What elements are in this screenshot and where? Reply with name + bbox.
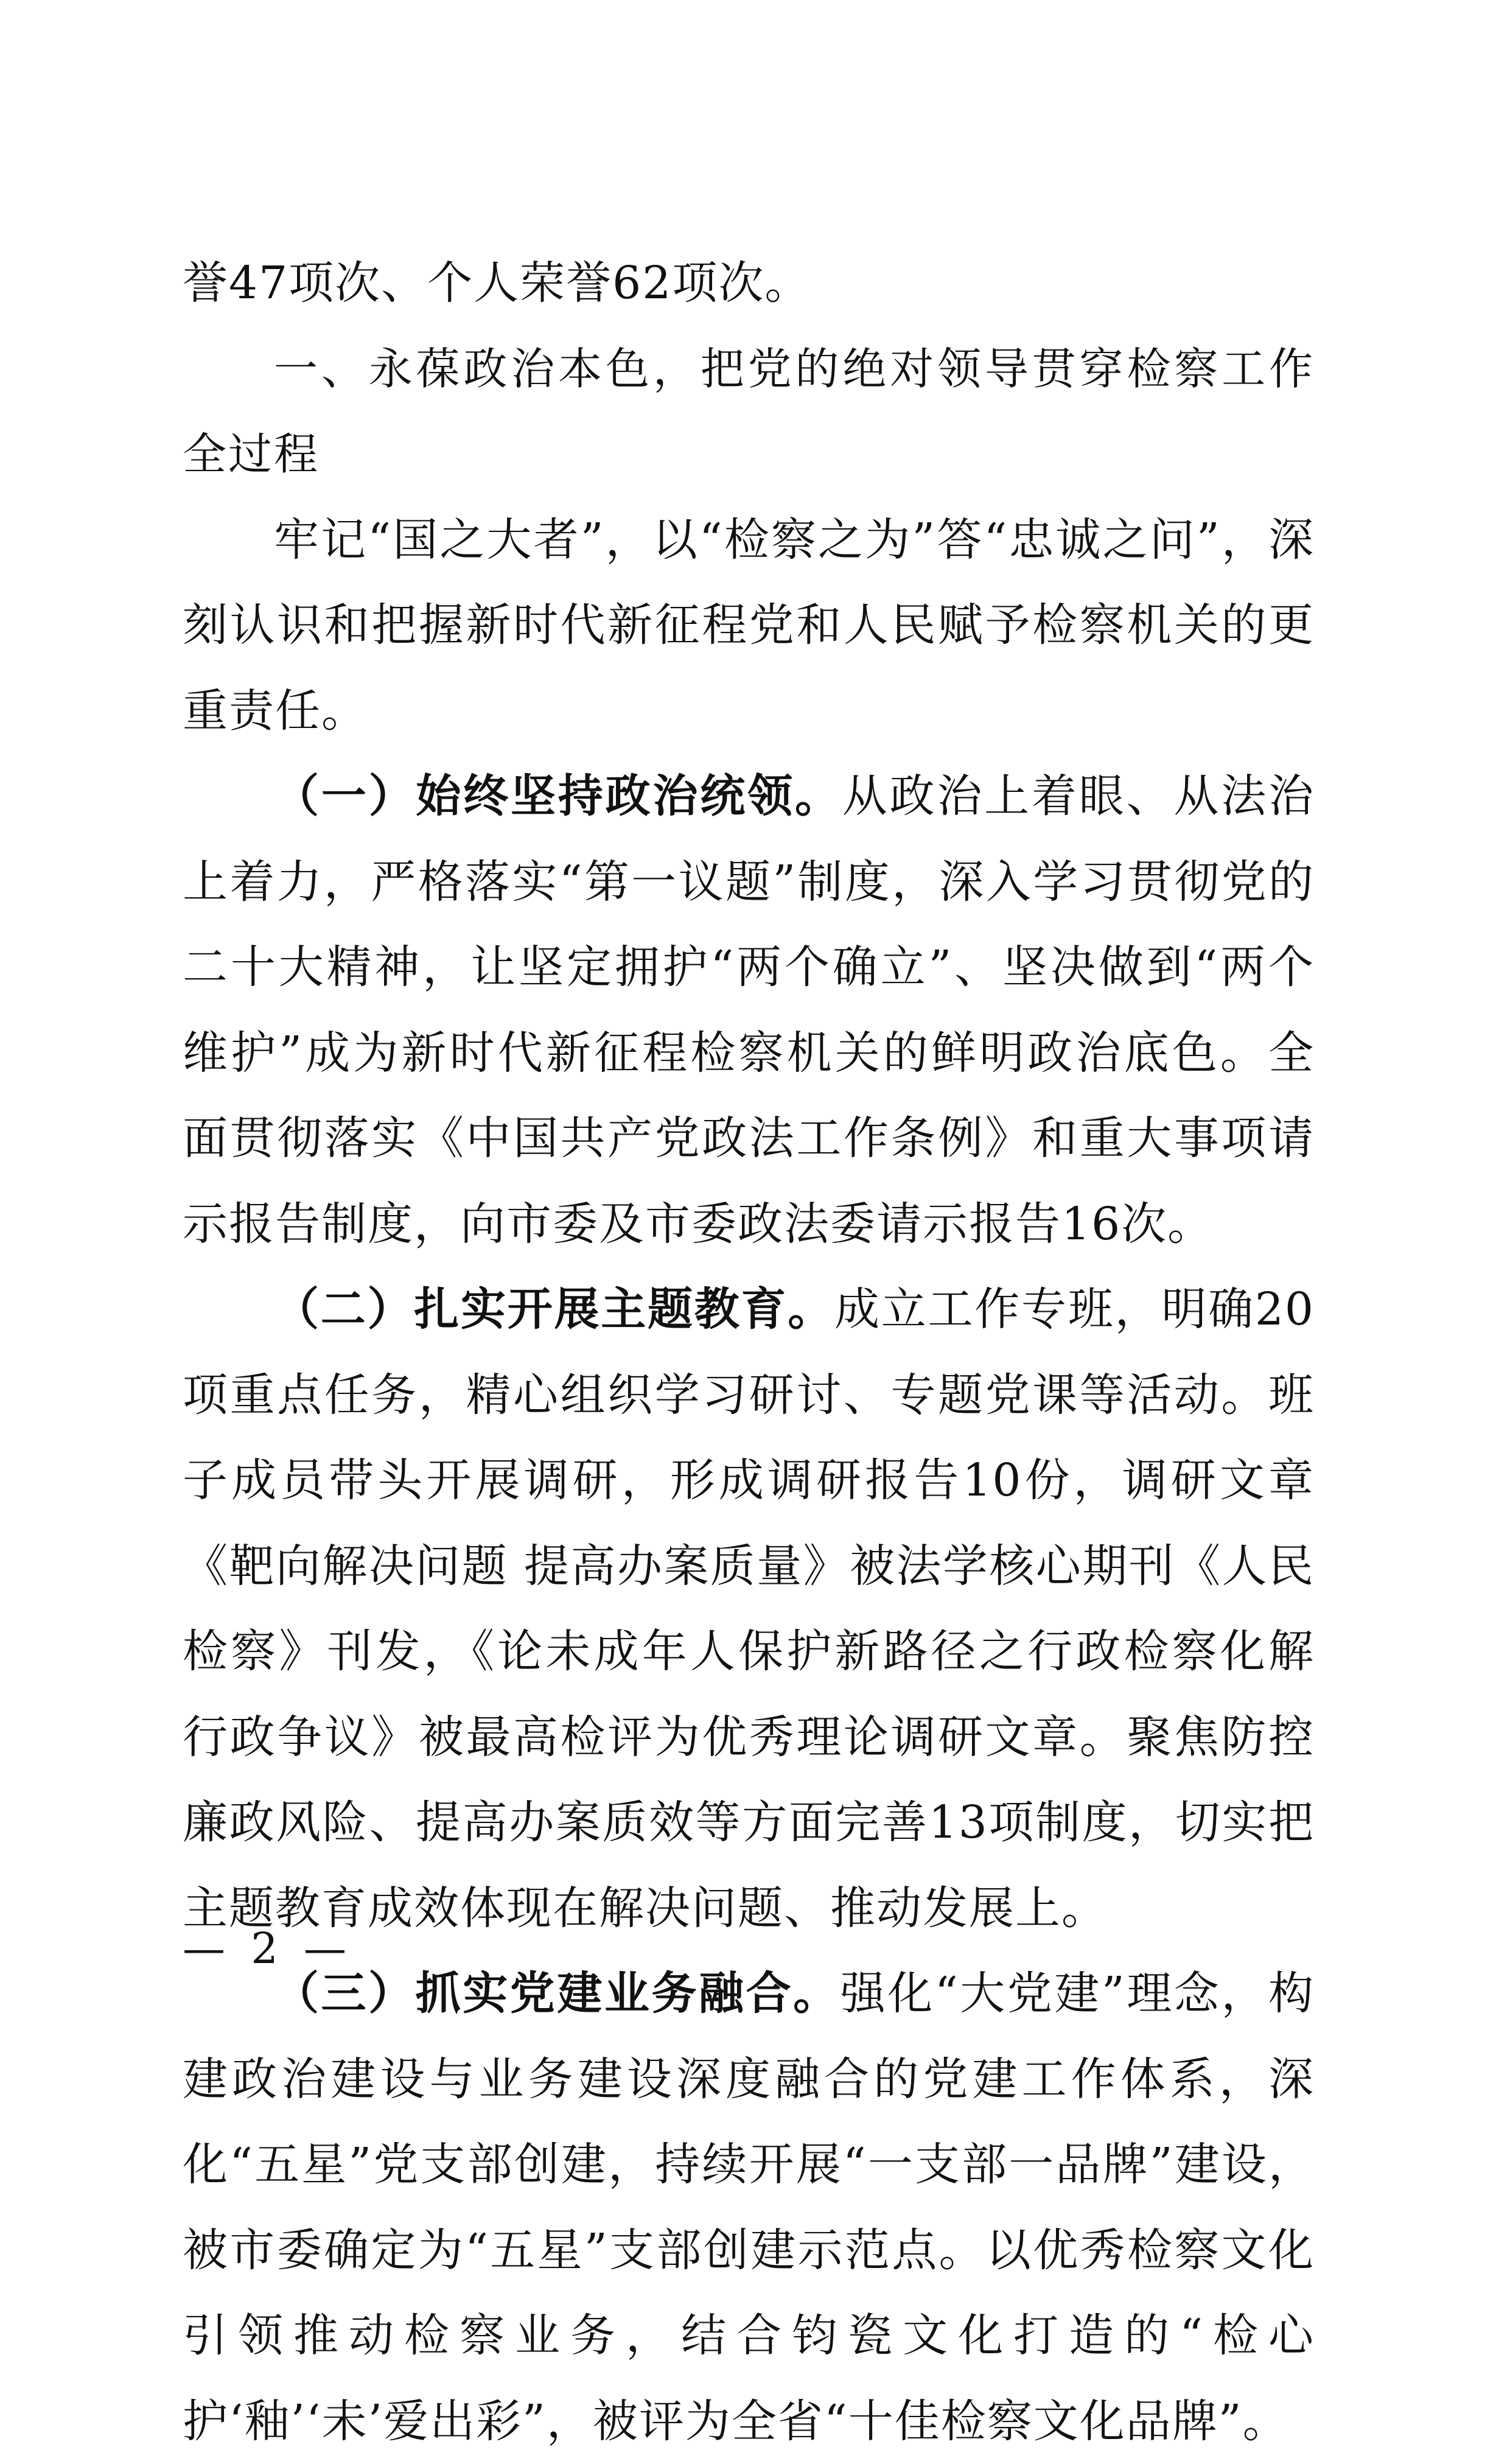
- page-number: — 2 —: [183, 1923, 353, 1973]
- item-lead-3: （三）抓实党建业务融合。: [274, 1967, 841, 2020]
- item-body-2: 成立工作专班，明确20项重点任务，精心组织学习研讨、专题党课等活动。班子成员带头开展调研，形成调研报告10份，调研文章《靶向解决问题 提高办案质量》被法学核心期刊《人民检察》刊发，《论未成年人保护新路径之行政检察化解行政争议》被最高检评为优秀理论调研文章。聚焦防控廉政风险、提高办案质效等方面完善13项制度，切实把主题教育成效体现在解决问题、推动发展上。: [183, 1283, 1315, 1934]
- item-paragraph-3: [183, 1951, 1315, 2464]
- document-body: [183, 240, 1315, 2464]
- continuation-paragraph: 誉47项次、个人荣誉62项次。: [183, 257, 811, 309]
- item-paragraph-1: [183, 754, 1315, 1267]
- item-body-3: 强化“大党建”理念，构建政治建设与业务建设深度融合的党建工作体系，深化“五星”党支部创建，持续开展“一支部一品牌”建设，被市委确定为“五星”支部创建示范点。以优秀检察文化引领推动检察业务，结合钧瓷文化打造的“检心护‘釉’‘未’爱出彩”，被评为全省“十佳检察文化品牌”。: [183, 1967, 1315, 2448]
- section-intro-paragraph: 牢记“国之大者”，以“检察之为”答“忠诚之问”，深刻认识和把握新时代新征程党和人民赋予检察机关的更重责任。: [183, 513, 1315, 737]
- item-lead-1: （一）始终坚持政治统领。: [274, 770, 842, 822]
- item-lead-2: （二）扎实开展主题教育。: [274, 1283, 835, 1335]
- item-paragraph-2: [183, 1267, 1315, 1951]
- item-body-1: 从政治上着眼、从法治上着力，严格落实“第一议题”制度，深入学习贯彻党的二十大精神，让坚定拥护“两个确立”、坚决做到“两个维护”成为新时代新征程检察机关的鲜明政治底色。全面贯彻落实《中国共产党政法工作条例》和重大事项请示报告制度，向市委及市委政法委请示报告16次。: [183, 770, 1315, 1250]
- section-heading: 一、永葆政治本色，把党的绝对领导贯穿检察工作全过程: [183, 343, 1315, 480]
